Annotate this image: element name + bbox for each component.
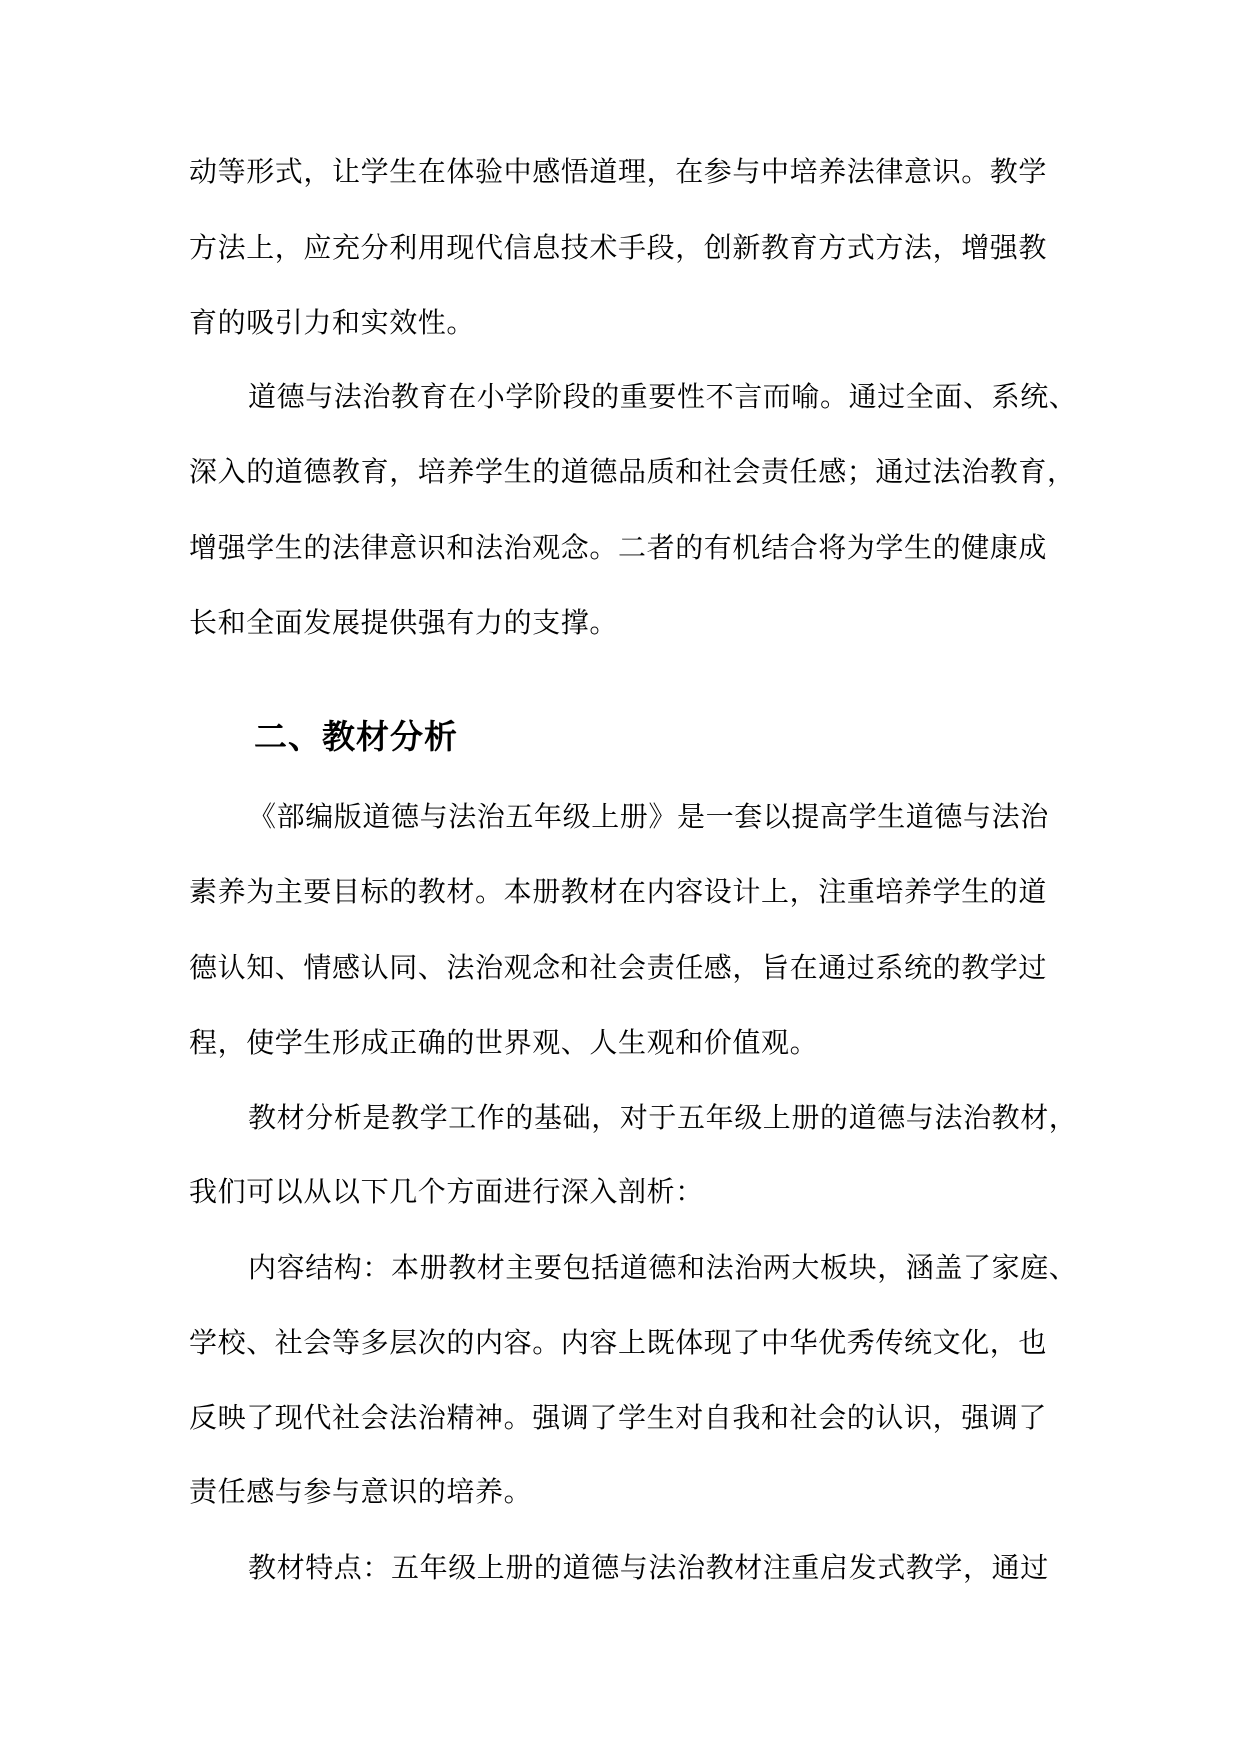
text-line: 德认知、情感认同、法治观念和社会责任感，旨在通过系统的教学过 [189,951,1048,984]
paragraph-first-line: 《部编版道德与法治五年级上册》是一套以提高学生道德与法治 [248,800,1049,833]
paragraph-first-line: 教材特点：五年级上册的道德与法治教材注重启发式教学，通过 [248,1551,1049,1584]
paragraph-first-line: 道德与法治教育在小学阶段的重要性不言而喻。通过全面、系统、 [248,380,1078,413]
paragraph-first-line: 内容结构：本册教材主要包括道德和法治两大板块，涵盖了家庭、 [248,1251,1078,1284]
paragraph-first-line: 教材分析是教学工作的基础，对于五年级上册的道德与法治教材， [248,1101,1078,1134]
text-line: 增强学生的法律意识和法治观念。二者的有机结合将为学生的健康成 [189,531,1048,564]
text-line: 方法上，应充分利用现代信息技术手段，创新教育方式方法，增强教 [189,231,1048,264]
section-heading: 二、教材分析 [254,717,458,756]
text-line: 程，使学生形成正确的世界观、人生观和价值观。 [189,1026,819,1059]
text-line: 育的吸引力和实效性。 [189,306,476,339]
text-line: 深入的道德教育，培养学生的道德品质和社会责任感；通过法治教育， [189,455,1076,488]
text-line: 学校、社会等多层次的内容。内容上既体现了中华优秀传统文化，也 [189,1326,1048,1359]
text-line: 责任感与参与意识的培养。 [189,1475,533,1508]
text-line: 素养为主要目标的教材。本册教材在内容设计上，注重培养学生的道 [189,875,1048,908]
text-line: 动等形式，让学生在体验中感悟道理，在参与中培养法律意识。教学 [189,155,1048,188]
text-line: 反映了现代社会法治精神。强调了学生对自我和社会的认识，强调了 [189,1401,1048,1434]
text-line: 我们可以从以下几个方面进行深入剖析： [189,1175,704,1208]
text-line: 长和全面发展提供强有力的支撑。 [189,606,619,639]
